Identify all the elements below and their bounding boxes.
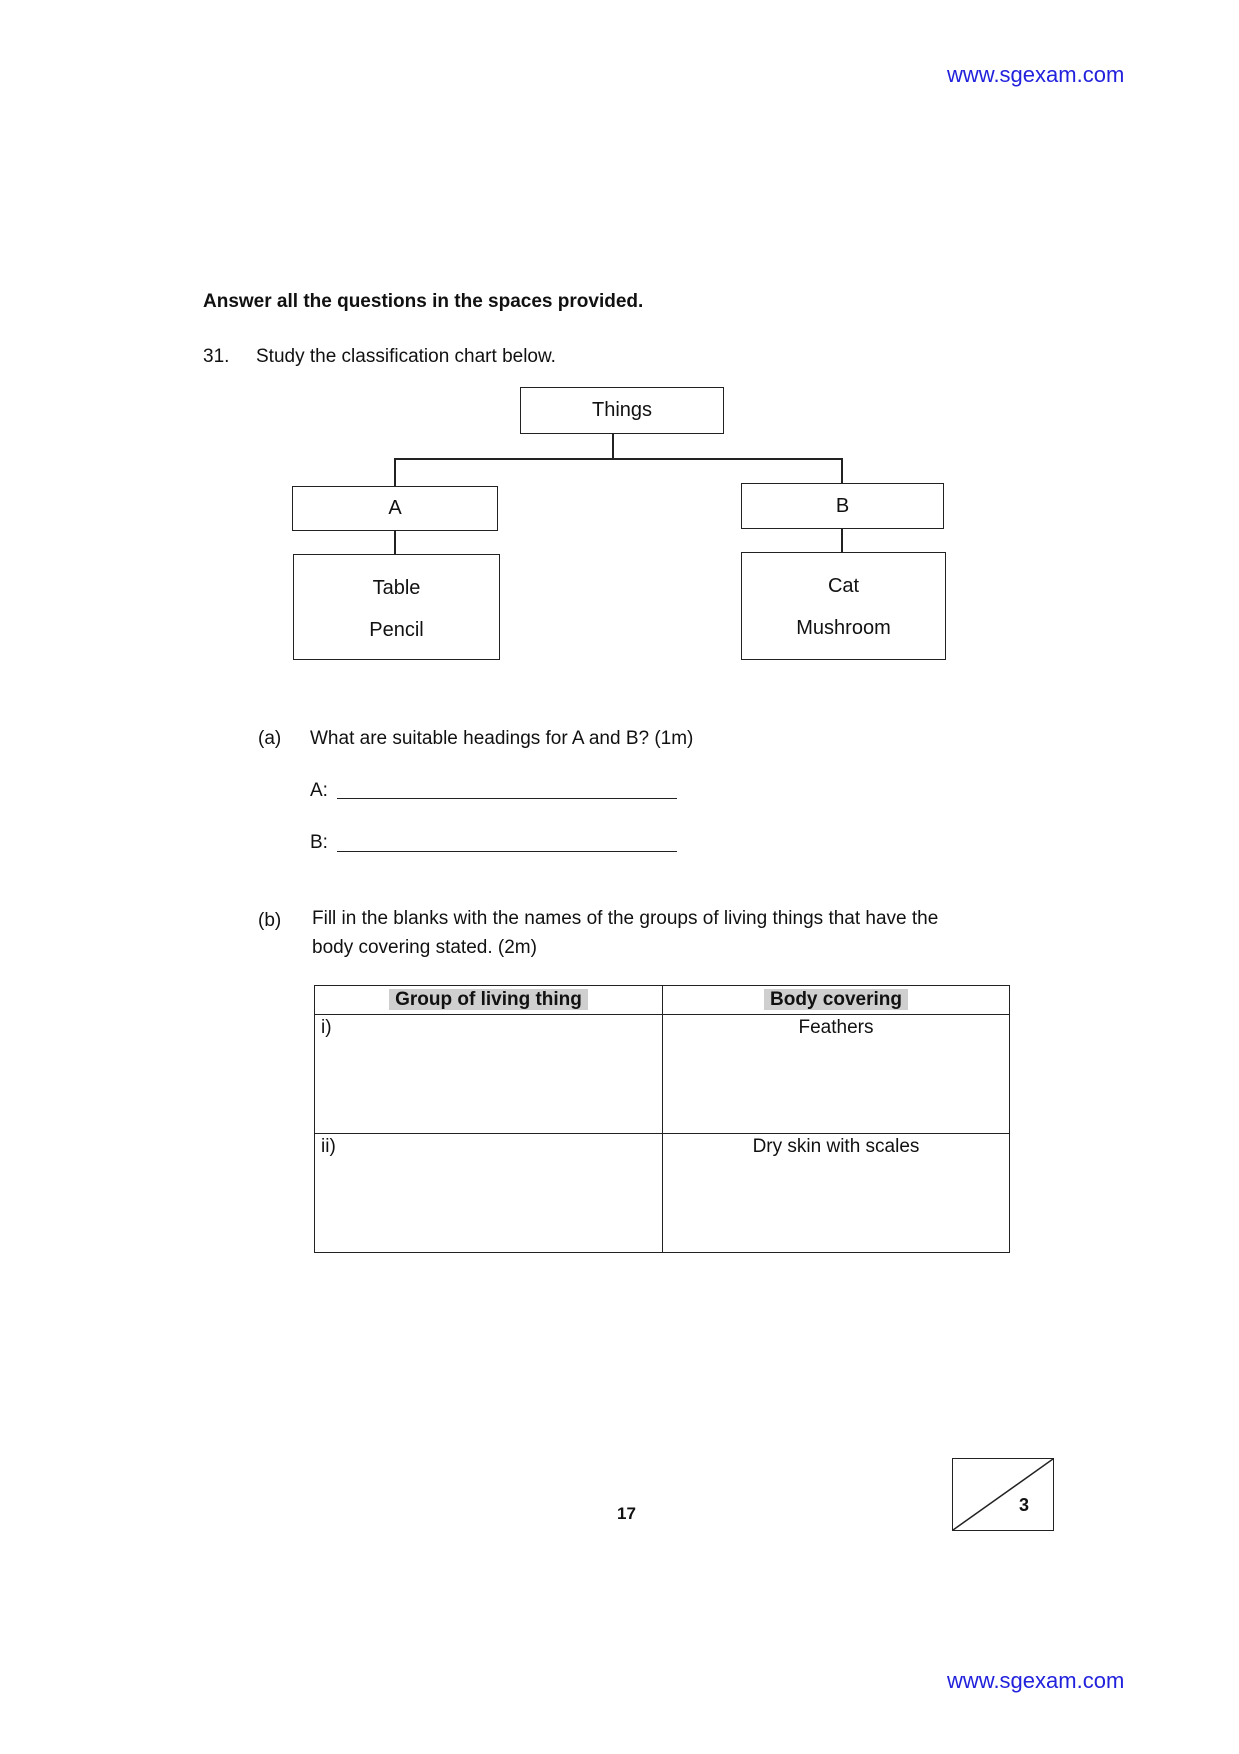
- chart-item-pencil: Pencil: [369, 619, 424, 641]
- part-a-text: What are suitable headings for A and B? (1m): [310, 728, 694, 749]
- covering-cell: Dry skin with scales: [663, 1134, 1010, 1253]
- table-row: [315, 1015, 1010, 1134]
- chart-item-mushroom: Mushroom: [796, 617, 891, 639]
- connector-b-items: [841, 529, 843, 552]
- connector-a-items: [394, 531, 396, 554]
- body-covering-table: [314, 985, 1010, 1253]
- chart-label-a: A: [388, 497, 402, 519]
- answer-cell-1[interactable]: [315, 1015, 663, 1134]
- answer-b-blank[interactable]: [337, 831, 677, 852]
- covering-cell: Feathers: [663, 1015, 1010, 1134]
- table-row: [315, 1134, 1010, 1253]
- connector-root: [612, 434, 614, 458]
- watermark-bottom: www.sgexam.com: [947, 1668, 1125, 1693]
- chart-label-b: B: [835, 494, 850, 517]
- question-stem: Study the classification chart below.: [256, 346, 556, 367]
- connector-right: [841, 458, 843, 484]
- answer-b-label: B:: [310, 832, 328, 853]
- part-b-text-line1: Fill in the blanks with the names of the groups of living things that have the: [312, 908, 939, 929]
- part-a-label: (a): [258, 728, 282, 749]
- chart-item-table: Table: [372, 577, 421, 599]
- instruction: Answer all the questions in the spaces provided.: [203, 291, 644, 312]
- row-label: i): [321, 1017, 332, 1038]
- chart-item-cat: Cat: [827, 575, 860, 597]
- chart-items-a: [293, 554, 500, 660]
- chart-box-a: [292, 486, 498, 531]
- chart-root-label: Things: [591, 399, 653, 421]
- question-number: 31.: [203, 346, 230, 367]
- chart-box-b: [741, 483, 944, 529]
- part-b-text-line2: body covering stated. (2m): [312, 937, 537, 958]
- chart-root-box: [520, 387, 724, 434]
- page-number: 17: [617, 1504, 636, 1523]
- table-header-row: [315, 986, 1010, 1015]
- connector-left: [394, 458, 396, 486]
- row-label: ii): [321, 1136, 336, 1157]
- answer-a-blank[interactable]: [337, 778, 677, 799]
- connector-horizontal: [394, 458, 842, 460]
- answer-a-label: A:: [310, 780, 328, 801]
- header-group: Group of living thing: [315, 986, 663, 1015]
- chart-items-b: [741, 552, 946, 660]
- score-max: 3: [1019, 1495, 1030, 1515]
- part-b-text: [312, 904, 938, 962]
- answer-cell-2[interactable]: [315, 1134, 663, 1253]
- watermark-top: www.sgexam.com: [947, 62, 1125, 87]
- score-box: [952, 1458, 1054, 1531]
- score-diagonal: [953, 1459, 1053, 1530]
- header-covering: Body covering: [663, 986, 1010, 1015]
- part-b-label: (b): [258, 910, 282, 931]
